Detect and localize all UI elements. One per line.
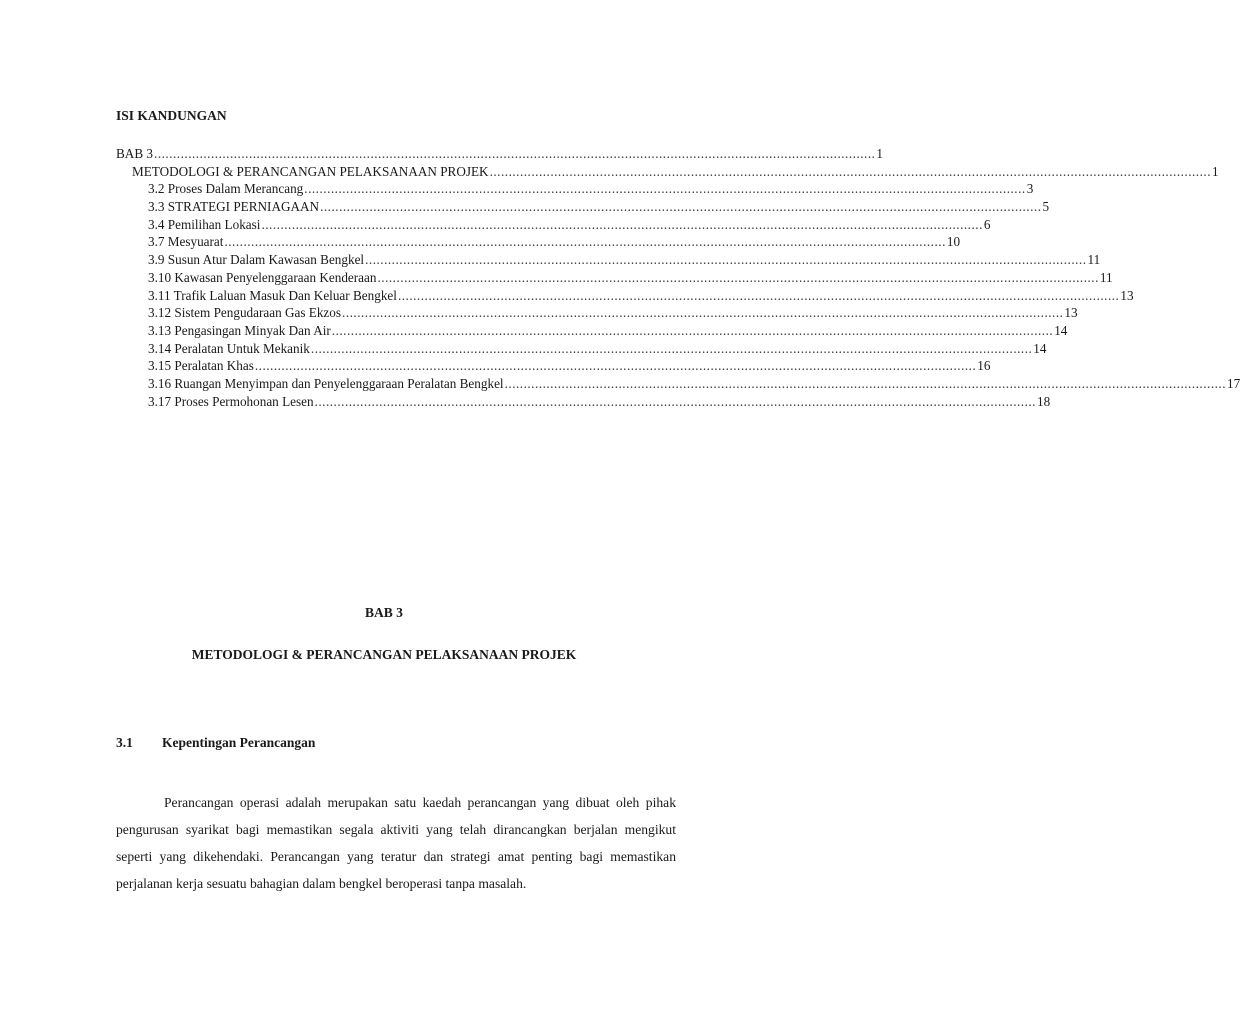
toc-leader-dots: .............................................................................................................................................................................................. [397,287,1120,303]
toc-leader-dots: .............................................................................................................................................................................................. [310,340,1033,356]
toc-entry-3-2[interactable] [116,180,1034,198]
toc-entry-page: 11 [1087,252,1101,268]
toc-entry-page: 18 [1036,393,1051,409]
toc-entry-title: 3.13 Pengasingan Minyak Dan Air [148,322,331,338]
toc-leader-dots: .............................................................................................................................................................................................. [154,146,876,161]
toc-entry-page: 1 [876,146,884,161]
toc-entry-metodologi[interactable] [116,163,1219,181]
chapter-subtitle: METODOLOGI & PERANCANGAN PELAKSANAAN PROJEK [191,647,577,662]
toc-entry-title: BAB 3 [116,146,154,161]
toc-leader-dots: .............................................................................................................................................................................................. [331,322,1054,338]
toc-entry-title: 3.7 Mesyuarat [148,234,224,250]
toc-entry-page: 6 [983,216,991,232]
table-of-contents [116,145,1240,410]
toc-entry-page: 13 [1120,287,1134,303]
toc-entry-title: METODOLOGI & PERANCANGAN PELAKSANAAN PROJEK [132,163,489,179]
toc-heading: ISI KANDUNGAN [116,108,227,123]
toc-entry-3-16[interactable] [116,375,1240,393]
toc-entry-3-3[interactable] [116,198,1050,216]
toc-entry-3-17[interactable] [116,393,1051,411]
toc-leader-dots: .............................................................................................................................................................................................. [314,393,1036,409]
toc-entry-bab3[interactable] [116,145,884,163]
toc-entry-title: 3.14 Peralatan Untuk Mekanik [148,340,310,356]
toc-entry-3-10[interactable] [116,269,1113,287]
toc-entry-page: 14 [1054,322,1068,338]
toc-leader-dots: .............................................................................................................................................................................................. [254,358,977,374]
toc-entry-title: 3.15 Peralatan Khas [148,358,254,374]
toc-entry-title: 3.17 Proses Permohonan Lesen [148,393,314,409]
toc-entry-3-12[interactable] [116,304,1078,322]
toc-leader-dots: .............................................................................................................................................................................................. [489,163,1211,179]
toc-entry-title: 3.2 Proses Dalam Merancang [148,181,304,197]
toc-leader-dots: .............................................................................................................................................................................................. [365,252,1087,268]
toc-entry-page: 3 [1026,181,1034,197]
toc-entry-page: 10 [946,234,961,250]
toc-leader-dots: .............................................................................................................................................................................................. [304,181,1026,197]
chapter-title: BAB 3 [365,605,403,620]
toc-entry-3-4[interactable] [116,216,991,234]
toc-leader-dots: .............................................................................................................................................................................................. [261,216,983,232]
toc-entry-title: 3.4 Pemilihan Lokasi [148,216,261,232]
toc-entry-page: 5 [1042,199,1050,215]
toc-leader-dots: .............................................................................................................................................................................................. [377,269,1099,285]
toc-entry-page: 16 [977,358,991,374]
toc-entry-page: 13 [1064,305,1078,321]
body-paragraph: Perancangan operasi adalah merupakan satu kaedah perancangan yang dibuat oleh pihak pengurusan syarikat bagi memastikan segala aktiviti yang telah dirancangkan berjalan mengikut seperti yang dikehendaki. Perancangan yang teratur dan strategi amat penting bagi memastikan perjalanan kerja sesuatu bahagian dalam bengkel beroperasi tanpa masalah. [116,795,676,891]
toc-leader-dots: .............................................................................................................................................................................................. [504,375,1226,391]
toc-entry-title: 3.16 Ruangan Menyimpan dan Penyelenggaraan Peralatan Bengkel [148,375,504,391]
toc-entry-page: 1 [1211,163,1219,179]
toc-entry-3-9[interactable] [116,251,1101,269]
toc-entry-title: 3.12 Sistem Pengudaraan Gas Ekzos [148,305,342,321]
toc-entry-title: 3.11 Trafik Laluan Masuk Dan Keluar Bengkel [148,287,397,303]
toc-entry-3-13[interactable] [116,322,1068,340]
toc-leader-dots: .............................................................................................................................................................................................. [320,199,1042,215]
toc-entry-3-15[interactable] [116,357,991,375]
section-title: Kepentingan Perancangan [162,735,316,750]
toc-leader-dots: .............................................................................................................................................................................................. [342,305,1064,321]
toc-entry-3-14[interactable] [116,340,1047,358]
toc-entry-title: 3.3 STRATEGI PERNIAGAAN [148,199,320,215]
toc-entry-page: 11 [1099,269,1113,285]
toc-entry-3-11[interactable] [116,287,1134,305]
toc-entry-3-7[interactable] [116,233,961,251]
section-number: 3.1 [116,735,133,750]
toc-entry-title: 3.9 Susun Atur Dalam Kawasan Bengkel [148,252,365,268]
toc-leader-dots: .............................................................................................................................................................................................. [224,234,946,250]
toc-entry-title: 3.10 Kawasan Penyelenggaraan Kenderaan [148,269,377,285]
toc-entry-page: 17 [1227,375,1240,391]
toc-entry-page: 14 [1033,340,1047,356]
